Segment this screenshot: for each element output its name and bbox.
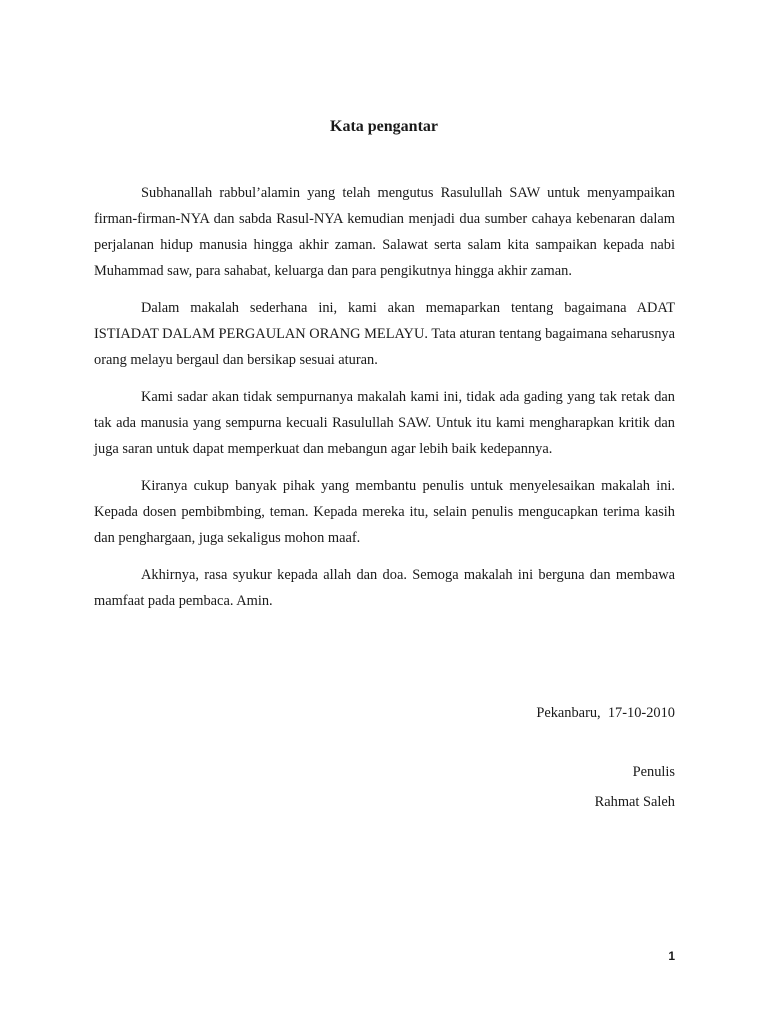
- paragraph-opening: Subhanallah rabbul’alamin yang telah mengutus Rasulullah SAW untuk menyampaikan firman-firman-NYA dan sabda Rasul-NYA kemudian menjadi dua sumber cahaya kebenaran dalam perjalanan hidup manusia hingga akhir zaman. Salawat serta salam kita sampaikan kepada nabi Muhammad saw, para sahabat, keluarga dan para pengikutnya hingga akhir zaman.: [94, 185, 675, 279]
- paragraph-closing: Akhirnya, rasa syukur kepada allah dan doa. Semoga makalah ini berguna dan membawa mamfaat pada pembaca. Amin.: [94, 567, 675, 609]
- writer-role: Penulis: [632, 764, 675, 780]
- paragraph-topic: Dalam makalah sederhana ini, kami akan memaparkan tentang bagaimana ADAT ISTIADAT DALAM PERGAULAN ORANG MELAYU. Tata aturan tentang bagaimana seharusnya orang melayu bergaul dan bersikap sesuai aturan.: [94, 300, 675, 368]
- page-title: Kata pengantar: [330, 118, 438, 135]
- document-body: [94, 180, 675, 625]
- page-number: 1: [668, 949, 675, 963]
- paragraph-thanks: Kiranya cukup banyak pihak yang membantu penulis untuk menyelesaikan makalah ini. Kepada dosen pembibmbing, teman. Kepada mereka itu, selain penulis mengucapkan terima kasih dan penghargaan, juga sekaligus mohon maaf.: [94, 478, 675, 546]
- paragraph-apology: Kami sadar akan tidak sempurnanya makalah kami ini, tidak ada gading yang tak retak dan tak ada manusia yang sempurna kecuali Rasulullah SAW. Untuk itu kami mengharapkan kritik dan juga saran untuk dapat memperkuat dan mebangun agar lebih baik kedepannya.: [94, 389, 675, 457]
- place-date: Pekanbaru, 17-10-2010: [536, 705, 675, 721]
- writer-name: Rahmat Saleh: [594, 794, 675, 810]
